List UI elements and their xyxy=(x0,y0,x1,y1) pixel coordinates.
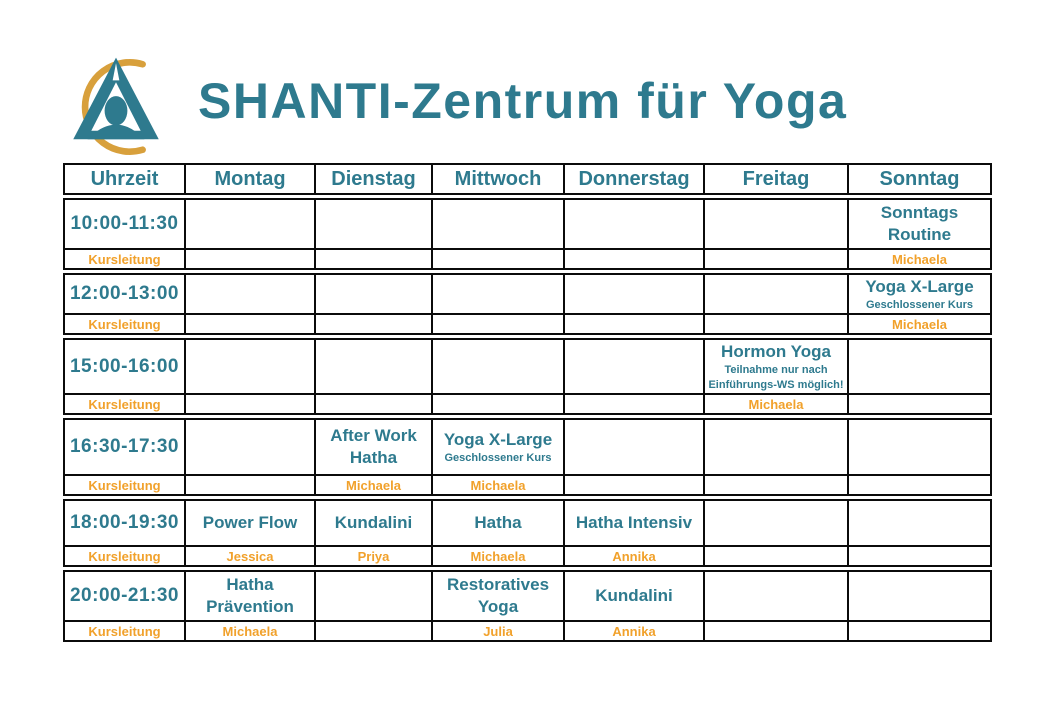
leader-name xyxy=(704,621,848,641)
class-name: Power Flow xyxy=(202,513,298,533)
leader-name xyxy=(315,394,432,414)
class-name: Restoratives Yoga xyxy=(446,574,550,617)
kursleitung-label: Kursleitung xyxy=(64,475,185,495)
leader-name: Michaela xyxy=(315,475,432,495)
column-header-donnerstag: Donnerstag xyxy=(564,164,704,194)
leader-name: Priya xyxy=(315,546,432,566)
kursleitung-label: Kursleitung xyxy=(64,249,185,269)
leader-name xyxy=(564,394,704,414)
leader-name: Michaela xyxy=(432,546,564,566)
leader-name xyxy=(704,314,848,334)
leader-name xyxy=(564,475,704,495)
class-name: Yoga X-Large xyxy=(443,429,553,449)
class-cell xyxy=(315,500,432,546)
class-cell xyxy=(848,500,991,546)
class-cell xyxy=(848,199,991,249)
class-cell xyxy=(564,419,704,475)
class-cell xyxy=(564,500,704,546)
class-cell xyxy=(704,500,848,546)
leader-name xyxy=(704,475,848,495)
class-name: Hatha Intensiv xyxy=(575,513,693,533)
class-cell xyxy=(704,571,848,621)
schedule-table xyxy=(63,163,992,642)
time-slot-label: 18:00-19:30 xyxy=(64,500,185,546)
class-cell xyxy=(185,199,315,249)
class-name: Hormon Yoga xyxy=(721,342,831,362)
class-cell xyxy=(704,199,848,249)
class-cell xyxy=(848,339,991,394)
column-header-uhrzeit: Uhrzeit xyxy=(64,164,185,194)
leader-name: Michaela xyxy=(432,475,564,495)
leader-name: Michaela xyxy=(185,621,315,641)
class-cell xyxy=(432,339,564,394)
leader-name xyxy=(432,394,564,414)
class-cell xyxy=(432,274,564,314)
leader-name xyxy=(185,475,315,495)
class-cell xyxy=(432,199,564,249)
class-cell xyxy=(432,419,564,475)
class-cell xyxy=(315,571,432,621)
leader-name: Michaela xyxy=(848,249,991,269)
time-slot-label: 15:00-16:00 xyxy=(64,339,185,394)
leader-name xyxy=(432,249,564,269)
class-cell xyxy=(564,199,704,249)
leader-name xyxy=(315,621,432,641)
class-cell xyxy=(185,571,315,621)
leader-name xyxy=(704,249,848,269)
column-header-freitag: Freitag xyxy=(704,164,848,194)
leader-name xyxy=(848,546,991,566)
leader-name: Michaela xyxy=(704,394,848,414)
time-slot-label: 16:30-17:30 xyxy=(64,419,185,475)
kursleitung-label: Kursleitung xyxy=(64,394,185,414)
class-cell xyxy=(432,500,564,546)
leader-name xyxy=(848,621,991,641)
class-cell xyxy=(315,199,432,249)
leader-name xyxy=(315,314,432,334)
column-header-mittwoch: Mittwoch xyxy=(432,164,564,194)
class-name: Hatha xyxy=(474,513,522,533)
leader-name xyxy=(564,249,704,269)
class-cell xyxy=(315,339,432,394)
column-header-dienstag: Dienstag xyxy=(315,164,432,194)
column-header-sonntag: Sonntag xyxy=(848,164,991,194)
class-cell xyxy=(432,571,564,621)
class-cell xyxy=(315,419,432,475)
leader-name xyxy=(185,314,315,334)
kursleitung-label: Kursleitung xyxy=(64,546,185,566)
class-name: Kundalini xyxy=(334,513,413,533)
class-note: Teilnahme nur nach Einführungs-WS möglich! xyxy=(708,364,844,391)
leader-name xyxy=(185,394,315,414)
leader-name xyxy=(432,314,564,334)
class-cell xyxy=(848,274,991,314)
leader-name xyxy=(848,475,991,495)
leader-name xyxy=(704,546,848,566)
class-name: Sonntags Routine xyxy=(880,202,959,244)
page-title: SHANTI-Zentrum für Yoga xyxy=(198,73,848,129)
time-slot-label: 20:00-21:30 xyxy=(64,571,185,621)
class-cell xyxy=(185,419,315,475)
class-cell xyxy=(848,419,991,475)
class-cell xyxy=(848,571,991,621)
leader-name: Julia xyxy=(432,621,564,641)
class-note: Geschlossener Kurs xyxy=(444,451,552,464)
class-cell xyxy=(564,571,704,621)
leader-name: Jessica xyxy=(185,546,315,566)
leader-name: Annika xyxy=(564,621,704,641)
leader-name: Annika xyxy=(564,546,704,566)
time-slot-label: 10:00-11:30 xyxy=(64,199,185,249)
time-slot-label: 12:00-13:00 xyxy=(64,274,185,314)
class-cell xyxy=(185,500,315,546)
leader-name xyxy=(315,249,432,269)
kursleitung-label: Kursleitung xyxy=(64,621,185,641)
class-cell xyxy=(704,274,848,314)
class-cell xyxy=(564,339,704,394)
class-cell xyxy=(315,274,432,314)
class-name: After Work Hatha xyxy=(330,425,417,468)
column-header-montag: Montag xyxy=(185,164,315,194)
class-cell xyxy=(564,274,704,314)
class-cell xyxy=(704,339,848,394)
class-cell xyxy=(185,274,315,314)
class-note: Geschlossener Kurs xyxy=(866,299,973,312)
leader-name xyxy=(848,394,991,414)
class-name: Yoga X-Large xyxy=(865,277,974,296)
class-name: Hatha Prävention xyxy=(206,574,294,617)
kursleitung-label: Kursleitung xyxy=(64,314,185,334)
class-cell xyxy=(185,339,315,394)
leader-name: Michaela xyxy=(848,314,991,334)
class-name: Kundalini xyxy=(595,586,673,606)
leader-name xyxy=(564,314,704,334)
yoga-logo xyxy=(56,50,176,164)
class-cell xyxy=(704,419,848,475)
leader-name xyxy=(185,249,315,269)
